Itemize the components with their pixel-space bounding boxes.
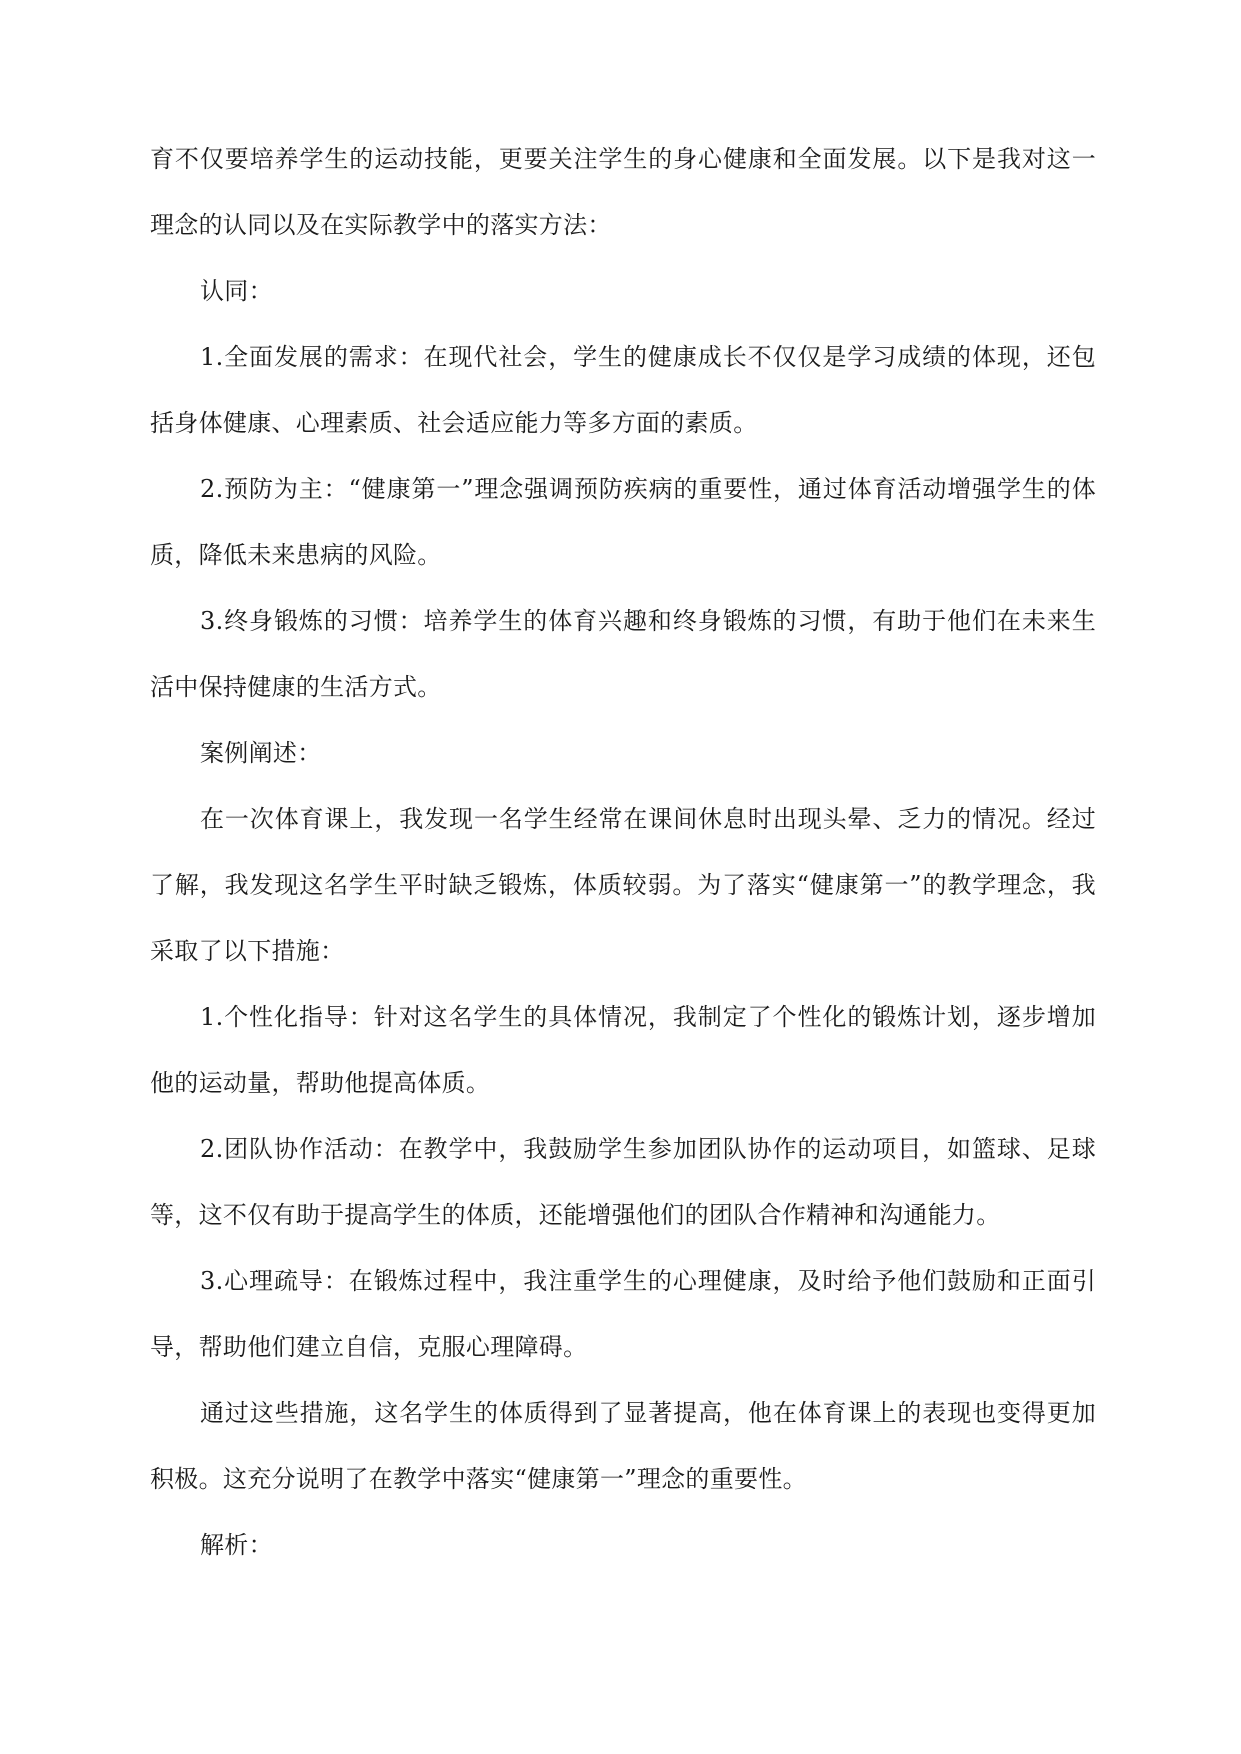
- paragraph-measure-2: 2.团队协作活动：在教学中，我鼓励学生参加团队协作的运动项目，如篮球、足球等，这不仅有助于提高学生的体质，还能增强他们的团队合作精神和沟通能力。: [150, 1135, 1096, 1229]
- paragraph-case-description: 在一次体育课上，我发现一名学生经常在课间休息时出现头晕、乏力的情况。经过了解，我发现这名学生平时缺乏锻炼，体质较弱。为了落实“健康第一”的教学理念，我采取了以下措施：: [150, 805, 1096, 965]
- paragraph-agreement-3: 3.终身锻炼的习惯：培养学生的体育兴趣和终身锻炼的习惯，有助于他们在未来生活中保持健康的生活方式。: [150, 607, 1096, 701]
- heading-agreement: 认同：: [200, 277, 273, 305]
- paragraph-conclusion: 通过这些措施，这名学生的体质得到了显著提高，他在体育课上的表现也变得更加积极。这充分说明了在教学中落实“健康第一”理念的重要性。: [150, 1399, 1096, 1493]
- paragraph-agreement-1: 1.全面发展的需求：在现代社会，学生的健康成长不仅仅是学习成绩的体现，还包括身体健康、心理素质、社会适应能力等多方面的素质。: [150, 343, 1096, 437]
- paragraph-measure-3: 3.心理疏导：在锻炼过程中，我注重学生的心理健康，及时给予他们鼓励和正面引导，帮助他们建立自信，克服心理障碍。: [150, 1267, 1096, 1361]
- heading-analysis: 解析：: [200, 1531, 273, 1559]
- document-body: [150, 126, 1096, 1578]
- paragraph-intro-continued: 育不仅要培养学生的运动技能，更要关注学生的身心健康和全面发展。以下是我对这一理念的认同以及在实际教学中的落实方法：: [150, 145, 1096, 239]
- heading-case: 案例阐述：: [200, 739, 322, 767]
- paragraph-agreement-2: 2.预防为主：“健康第一”理念强调预防疾病的重要性，通过体育活动增强学生的体质，降低未来患病的风险。: [150, 475, 1096, 569]
- paragraph-measure-1: 1.个性化指导：针对这名学生的具体情况，我制定了个性化的锻炼计划，逐步增加他的运动量，帮助他提高体质。: [150, 1003, 1096, 1097]
